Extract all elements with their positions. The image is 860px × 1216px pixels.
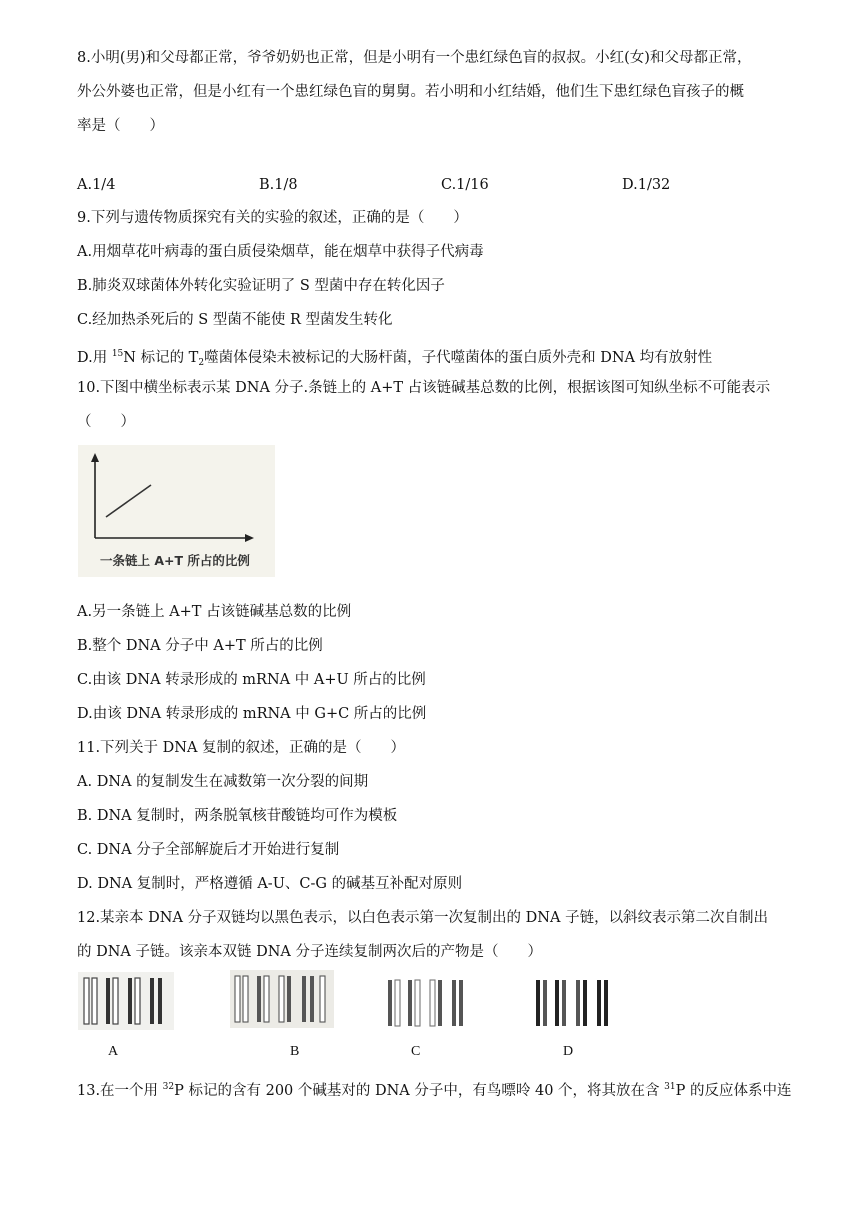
q8-option-a: A.1/4	[77, 177, 116, 193]
q13-middle: P 标记的含有 200 个碱基对的 DNA 分子中，有鸟嘌呤 40 个，将其放在含	[174, 1083, 665, 1099]
q11-option-a: A. DNA 的复制发生在减数第一次分裂的间期	[77, 774, 369, 790]
q10-graph-x-label: 一条链上 A+T 所占的比例	[100, 553, 250, 568]
q8-stem-line-1: 8.小明(男)和父母都正常，爷爷奶奶也正常，但是小明有一个患红绿色盲的叔叔。小红(女)和父母都正常，	[77, 50, 752, 66]
q9-option-b: B.肺炎双球菌体外转化实验证明了 S 型菌中存在转化因子	[77, 278, 445, 294]
q8-stem-line-2: 外公外婆也正常，但是小红有一个患红绿色盲的舅舅。若小明和小红结婚，他们生下患红绿色盲孩子的概	[77, 84, 744, 100]
q10-stem-line-1: 10.下图中横坐标表示某 DNA 分子.条链上的 A+T 占该链碱基总数的比例，根据该图可知纵坐标不可能表示	[77, 380, 771, 396]
q8-stem-line-3: 率是（ ）	[77, 118, 164, 134]
q12-strip-image-d	[533, 976, 613, 1030]
q12-label-b: B	[290, 1044, 300, 1059]
q9-d-prefix: D.用	[77, 350, 112, 366]
q11-stem: 11.下列关于 DNA 复制的叙述，正确的是（ ）	[77, 740, 406, 756]
q12-label-c: C	[411, 1044, 421, 1059]
q9-option-c: C.经加热杀死后的 S 型菌不能使 R 型菌发生转化	[77, 312, 393, 328]
q12-label-d: D	[563, 1044, 574, 1059]
q13-prefix: 13.在一个用	[77, 1083, 163, 1099]
q13-isotope-32: 32	[162, 1082, 175, 1092]
q8-option-c: C.1/16	[441, 177, 489, 193]
graph-line	[106, 485, 151, 517]
q11-option-d: D. DNA 复制时，严格遵循 A-U、C-G 的碱基互补配对原则	[77, 876, 463, 892]
q12-strip-image-a	[78, 972, 174, 1030]
q13-rest: P 的反应体系中连	[675, 1083, 792, 1099]
q10-stem-line-2: （ ）	[77, 414, 135, 430]
q10-option-c: C.由该 DNA 转录形成的 mRNA 中 A+U 所占的比例	[77, 672, 426, 688]
q10-option-d: D.由该 DNA 转录形成的 mRNA 中 G+C 所占的比例	[77, 706, 427, 722]
q8-option-b: B.1/8	[259, 177, 298, 193]
q12-strip-image-c	[385, 976, 467, 1030]
q9-d-subscript: 2	[198, 358, 205, 368]
q12-label-a: A	[108, 1044, 119, 1059]
q11-option-c: C. DNA 分子全部解旋后才开始进行复制	[77, 842, 340, 858]
q13-isotope-31: 31	[664, 1082, 676, 1092]
q9-d-rest: 噬菌体侵染未被标记的大肠杆菌，子代噬菌体的蛋白质外壳和 DNA 均有放射性	[204, 350, 713, 366]
q11-option-b: B. DNA 复制时，两条脱氧核苷酸链均可作为模板	[77, 808, 398, 824]
q13-stem	[77, 1077, 792, 1101]
q9-option-d	[77, 344, 712, 373]
q10-graph	[78, 445, 275, 577]
x-axis-arrow-icon	[245, 534, 254, 542]
q12-stem-line-1: 12.某亲本 DNA 分子双链均以黑色表示，以白色表示第一次复制出的 DNA 子链，以斜纹表示第二次自制出	[77, 910, 769, 926]
q9-d-isotope-superscript: 15	[111, 349, 124, 359]
q9-option-a: A.用烟草花叶病毒的蛋白质侵染烟草，能在烟草中获得子代病毒	[77, 244, 484, 260]
q10-option-a: A.另一条链上 A+T 占该链碱基总数的比例	[77, 604, 352, 620]
q10-option-b: B.整个 DNA 分子中 A+T 所占的比例	[77, 638, 323, 654]
q9-stem: 9.下列与遗传物质探究有关的实验的叙述，正确的是（ ）	[77, 210, 468, 226]
q12-strip-image-b	[230, 970, 334, 1028]
q9-d-middle: N 标记的 T	[123, 350, 199, 366]
y-axis-arrow-icon	[91, 453, 99, 462]
q12-stem-line-2: 的 DNA 子链。该亲本双链 DNA 分子连续复制两次后的产物是（ ）	[77, 944, 543, 960]
q8-option-d: D.1/32	[622, 177, 671, 193]
